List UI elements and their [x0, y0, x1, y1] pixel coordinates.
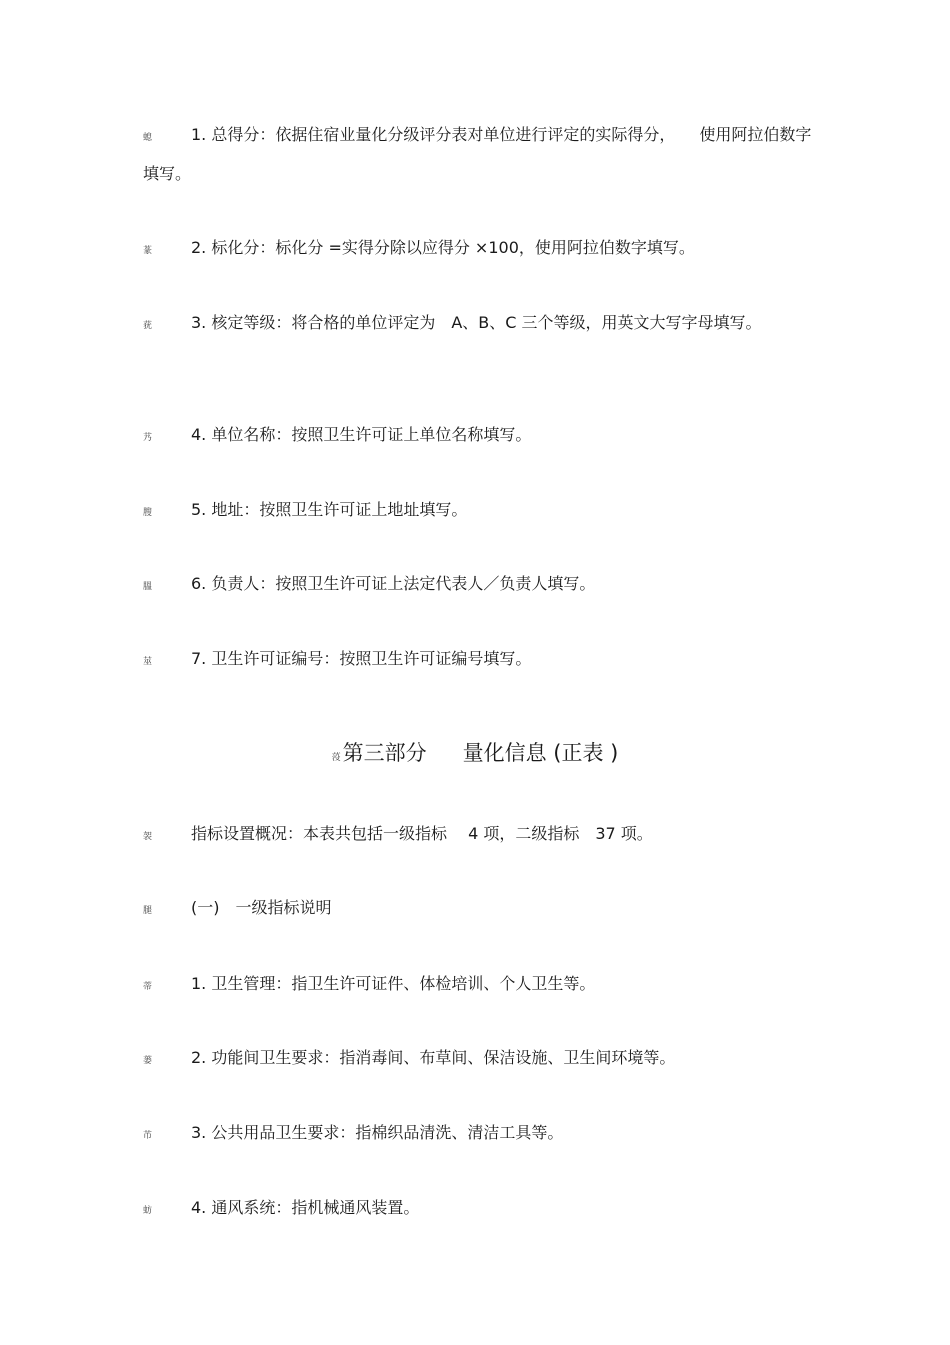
margin-mark: 芇 [143, 1131, 153, 1141]
margin-mark: 蒂 [143, 982, 153, 992]
margin-mark: 蒌 [143, 1056, 153, 1066]
paragraph-address [143, 492, 813, 531]
margin-mark: 蚄 [143, 1206, 153, 1216]
margin-mark: 螅 [143, 133, 153, 143]
paragraph-text: 2. 标化分：标化分 =实得分除以应得分 ×100，使用阿拉伯数字填写。 [191, 238, 695, 257]
paragraph-text: 6. 负责人：按照卫生许可证上法定代表人／负责人填写。 [191, 574, 596, 593]
paragraph-indicator-overview [143, 816, 813, 855]
paragraph-text: 1. 卫生管理：指卫生许可证件、体检培训、个人卫生等。 [191, 974, 596, 993]
section-title: 量化信息 (正表 ) [462, 741, 619, 765]
paragraph-text: (一) 一级指标说明 [191, 898, 332, 917]
margin-mark: 蒃 [143, 246, 153, 256]
paragraph-ventilation [143, 1190, 813, 1229]
margin-mark: 袈 [143, 832, 153, 842]
paragraph-license-number [143, 641, 813, 680]
paragraph-text: 7. 卫生许可证编号：按照卫生许可证编号填写。 [191, 649, 532, 668]
margin-mark: 莁 [143, 657, 153, 667]
paragraph-total-score [143, 117, 813, 192]
margin-mark: 膄 [143, 508, 153, 518]
paragraph-text: 2. 功能间卫生要求：指消毒间、布草间、保洁设施、卫生间环境等。 [191, 1048, 676, 1067]
paragraph-text: 指标设置概况：本表共包括一级指标 4 项，二级指标 37 项。 [191, 824, 653, 843]
paragraph-text: 4. 通风系统：指机械通风装置。 [191, 1198, 420, 1217]
paragraph-text: 1. 总得分：依据住宿业量化分级评分表对单位进行评定的实际得分， 使用阿拉伯数字填写。 [143, 125, 812, 183]
section-heading [0, 735, 950, 776]
paragraph-text: 5. 地址：按照卫生许可证上地址填写。 [191, 500, 468, 519]
section-part-label: 第三部分 [342, 741, 427, 765]
margin-mark: 艿 [143, 433, 153, 443]
paragraph-responsible-person [143, 566, 813, 605]
paragraph-text: 3. 核定等级：将合格的单位评定为 A、B、C 三个等级，用英文大写字母填写。 [191, 313, 762, 332]
margin-mark: 莈 [331, 753, 341, 763]
paragraph-text: 3. 公共用品卫生要求：指棉织品清洗、清洁工具等。 [191, 1123, 564, 1142]
paragraph-standard-score [143, 230, 813, 269]
paragraph-unit-name [143, 417, 813, 456]
paragraph-public-supplies [143, 1115, 813, 1154]
paragraph-functional-room [143, 1040, 813, 1079]
margin-mark: 腿 [143, 906, 153, 916]
margin-mark: 膃 [143, 582, 153, 592]
paragraph-grade [143, 305, 813, 344]
paragraph-text: 4. 单位名称：按照卫生许可证上单位名称填写。 [191, 425, 532, 444]
paragraph-hygiene-management [143, 966, 813, 1005]
paragraph-level-one-heading [143, 890, 813, 929]
margin-mark: 莸 [143, 321, 153, 331]
